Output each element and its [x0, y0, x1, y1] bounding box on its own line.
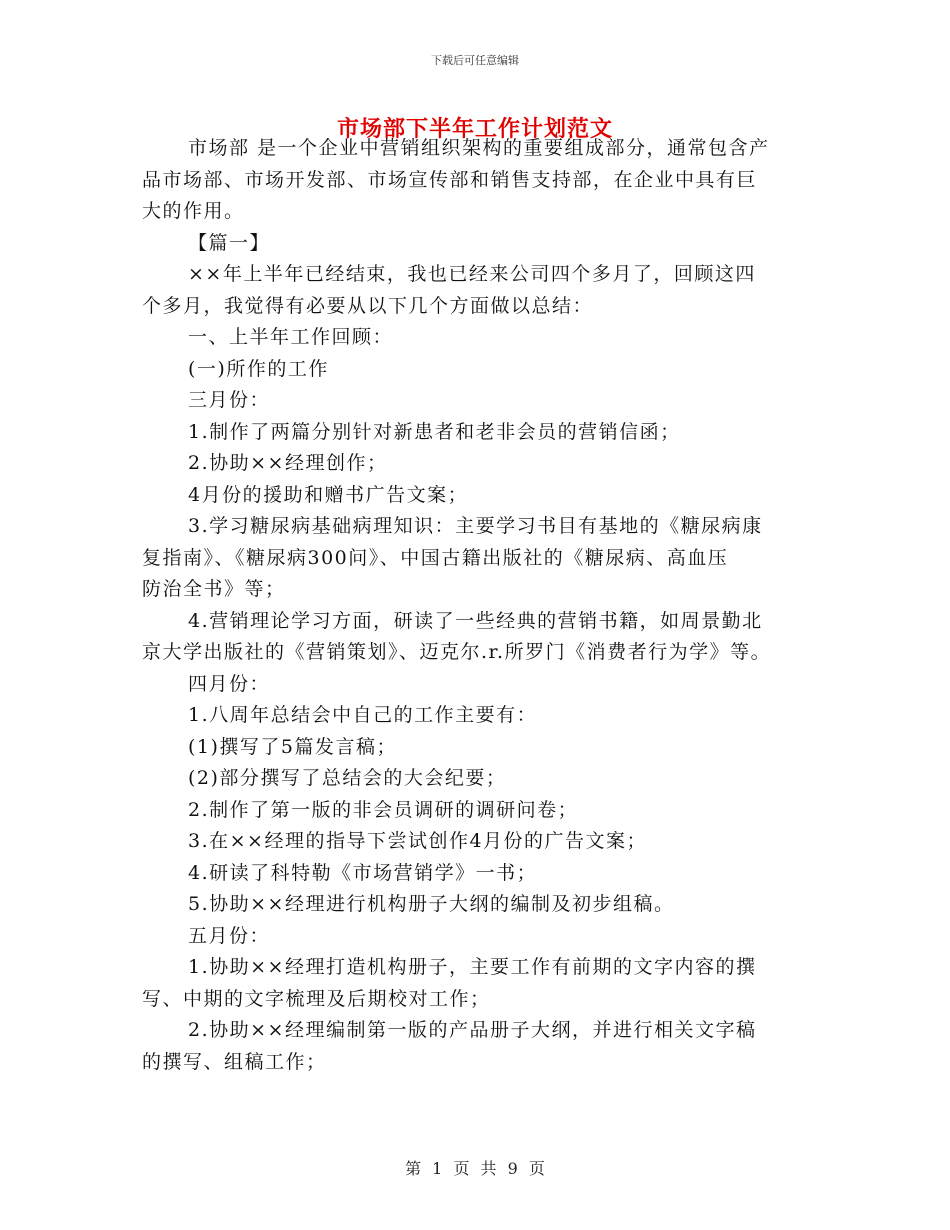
paragraph-line: 四月份：	[188, 672, 271, 695]
paragraph-line: 一、上半年工作回顾：	[188, 326, 394, 348]
paragraph-line: 1.制作了两篇分别针对新患者和老非会员的营销信函；	[188, 420, 681, 443]
paragraph-line: 防治全书》等；	[142, 578, 286, 600]
paragraph-line: 4月份的援助和赠书广告文案；	[188, 483, 469, 506]
paragraph-line: 3.在××经理的指导下尝试创作4月份的广告文案；	[188, 830, 648, 852]
paragraph-line: 2.制作了第一版的非会员调研的调研问卷；	[188, 798, 579, 821]
document-title: 市场部下半年工作计划范文	[336, 116, 613, 142]
paragraph-line: 三月份：	[188, 389, 271, 411]
paragraph-line: 【篇一】	[188, 231, 271, 254]
paragraph-line: 写、中期的文字梳理及后期校对工作；	[142, 987, 491, 1010]
paragraph-line: 大的作用。	[142, 200, 245, 222]
paragraph-line: 2.协助××经理创作；	[188, 452, 388, 474]
paragraph-line: 品市场部、市场开发部、市场宣传部和销售支持部，在企业中具有巨	[142, 168, 758, 191]
paragraph-line: 1.八周年总结会中自己的工作主要有：	[188, 704, 538, 726]
paragraph-line: 1.协助××经理打造机构册子，主要工作有前期的文字内容的撰	[188, 956, 757, 978]
paragraph-line: (一)所作的工作	[188, 357, 329, 380]
page-footer: 第 1 页 共 9 页	[405, 1159, 545, 1178]
paragraph-line: 2.协助××经理编制第一版的产品册子大纲，并进行相关文字稿	[188, 1019, 757, 1041]
paragraph-line: (1)撰写了5篇发言稿；	[188, 735, 398, 758]
paragraph-line: 4.营销理论学习方面，研读了一些经典的营销书籍，如周景勤北	[188, 609, 763, 632]
page-header: 下载后可任意编辑	[431, 54, 519, 67]
paragraph-line: ××年上半年已经结束，我也已经来公司四个多月了，回顾这四	[188, 263, 756, 285]
paragraph-line: 5.协助××经理进行机构册子大纲的编制及初步组稿。	[188, 893, 675, 915]
paragraph-line: (2)部分撰写了总结会的大会纪要；	[188, 767, 507, 789]
paragraph-line: 市场部 是一个企业中营销组织架构的重要组成部分，通常包含产	[188, 137, 770, 159]
paragraph-line: 复指南》、《糖尿病300问》、中国古籍出版社的《糖尿病、高血压	[142, 546, 729, 569]
paragraph-line: 的撰写、组稿工作；	[142, 1050, 327, 1073]
paragraph-line: 4.研读了科特勒《市场营销学》一书；	[188, 861, 538, 884]
paragraph-line: 京大学出版社的《营销策划》、迈克尔.r.所罗门《消费者行为学》等。	[142, 641, 772, 663]
paragraph-line: 3.学习糖尿病基础病理知识：主要学习书目有基地的《糖尿病康	[188, 515, 763, 537]
document-body	[142, 133, 822, 1078]
paragraph-line: 个多月，我觉得有必要从以下几个方面做以总结：	[142, 294, 594, 317]
paragraph-line: 五月份：	[188, 924, 271, 947]
